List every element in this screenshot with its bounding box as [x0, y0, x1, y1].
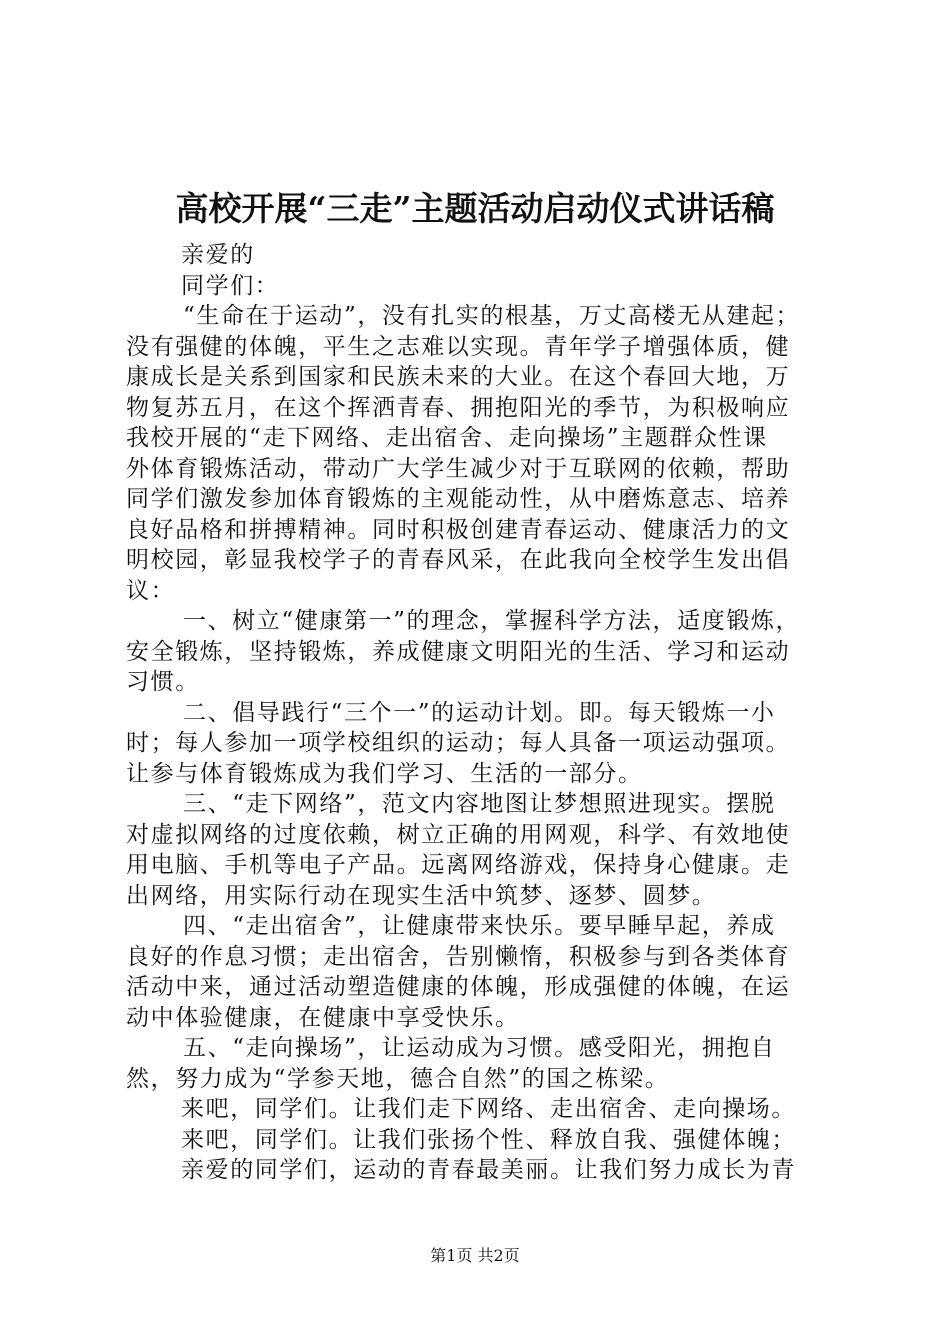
body-line: 没有强健的体魄，平生之志难以实现。青年学子增强体质，健 — [126, 333, 791, 360]
body-line: 让参与体育锻炼成为我们学习、生活的一部分。 — [126, 760, 643, 787]
document-title: 高校开展“三走”主题活动启动仪式讲话稿 — [175, 189, 775, 228]
body-line: 三、“走下网络”，范文内容地图让梦想照进现实。摆脱 — [183, 791, 776, 817]
body-line: 一、树立“健康第一”的理念，掌握科学方法，适度锻炼， — [183, 608, 801, 634]
body-line: 康成长是关系到国家和民族未来的大业。在这个春回大地，万 — [126, 364, 791, 390]
body-line: 来吧，同学们。让我们张扬个性、释放自我、强健体魄； — [181, 1126, 796, 1153]
body-line: 议： — [126, 577, 176, 604]
body-line: 然，努力成为“学参天地，德合自然”的国之栋梁。 — [126, 1065, 670, 1092]
body-line: 时；每人参加一项学校组织的运动；每人具备一项运动强项。 — [126, 730, 791, 756]
body-line: 同学们： — [181, 272, 280, 299]
body-line: 习惯。 — [126, 669, 200, 695]
body-line: 亲爱的 — [181, 242, 255, 268]
body-line: 五、“走向操场”，让运动成为习惯。感受阳光，拥抱自 — [183, 1035, 776, 1061]
body-line: 对虚拟网络的过度依赖，树立正确的用网观，科学、有效地使 — [126, 821, 791, 848]
document-body — [126, 240, 836, 1186]
body-line: 来吧，同学们。让我们走下网络、走出宿舍、走向操场。 — [181, 1096, 796, 1122]
body-line: 出网络，用实际行动在现实生活中筑梦、逐梦、圆梦。 — [126, 882, 717, 909]
body-line: 同学们激发参加体育锻炼的主观能动性，从中磨炼意志、培养 — [126, 486, 791, 512]
body-line: 二、倡导践行“三个一”的运动计划。即。每天锻炼一小 — [183, 699, 776, 726]
body-line: 四、“走出宿舍”，让健康带来快乐。要早睡早起，养成 — [183, 913, 776, 939]
body-line: 动中体验健康，在健康中享受快乐。 — [126, 1004, 520, 1031]
body-line: 明校园，彰显我校学子的青春风采，在此我向全校学生发出倡 — [126, 547, 791, 573]
body-line: 物复苏五月，在这个挥洒青春、拥抱阳光的季节，为积极响应 — [126, 394, 791, 421]
body-line: 亲爱的同学们，运动的青春最美丽。让我们努力成长为青 — [181, 1157, 796, 1183]
body-line: 良好品格和拼搏精神。同时积极创建青春运动、健康活力的文 — [126, 516, 791, 543]
body-line: 活动中来，通过活动塑造健康的体魄，形成强健的体魄，在运 — [126, 974, 791, 1000]
body-line: 安全锻炼，坚持锻炼，养成健康文明阳光的生活、学习和运动 — [126, 638, 791, 665]
body-line: 用电脑、手机等电子产品。远离网络游戏，保持身心健康。走 — [126, 852, 791, 878]
page-footer: 第1页 共2页 — [430, 1246, 520, 1265]
body-line: 外体育锻炼活动，带动广大学生减少对于互联网的依赖，帮助 — [126, 455, 791, 482]
body-line: 我校开展的“走下网络、走出宿舍、走向操场”主题群众性课 — [126, 425, 768, 451]
body-line: “生命在于运动”，没有扎实的根基，万丈高楼无从建起； — [183, 303, 801, 329]
body-line: 良好的作息习惯；走出宿舍，告别懒惰，积极参与到各类体育 — [126, 943, 791, 970]
